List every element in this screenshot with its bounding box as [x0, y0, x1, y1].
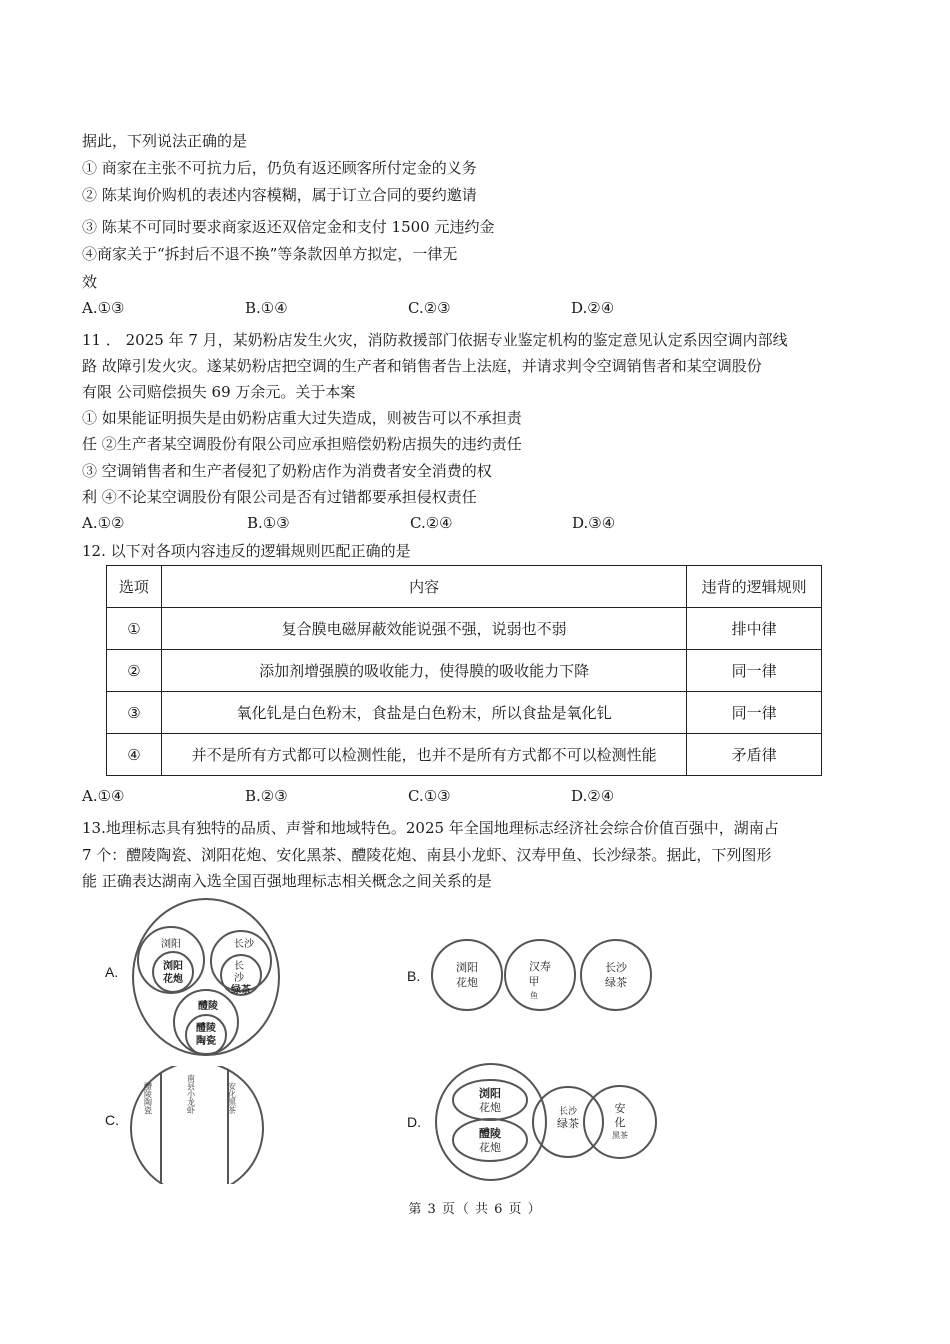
figure-a-venn [128, 898, 284, 1068]
header-cell: 选项 [107, 566, 162, 608]
figD-d2: 化 [614, 1116, 626, 1129]
figure-c-partition [128, 1066, 268, 1184]
q11-stem-2: 路 故障引发火灾。遂某奶粉店把空调的生产者和销售者告上法庭，并请求判令空调销售者和某空调股份 [82, 357, 762, 375]
figB-c2b: 甲 [528, 975, 540, 988]
figD-c1: 长沙 [558, 1107, 578, 1117]
option-d: D.③④ [572, 514, 616, 532]
figB-c3a: 长沙 [605, 961, 627, 974]
table-cell: ④ [107, 734, 162, 776]
figD-c2: 绿茶 [557, 1117, 579, 1130]
table-row [107, 734, 822, 776]
figC-left: 醴陵陶瓷 [143, 1082, 153, 1114]
figB-c2c: 鱼 [530, 991, 538, 1000]
option-d: D.②④ [571, 787, 615, 805]
option-a: A.①② [82, 514, 125, 532]
table-cell: ③ [107, 692, 162, 734]
figD-b1: 醴陵 [479, 1127, 501, 1140]
option-b: B.①④ [245, 299, 288, 317]
q11-statement-2: 任 ②生产者某空调股份有限公司应承担赔偿奶粉店损失的违约责任 [82, 435, 522, 453]
figC-mid: 南县小龙虾 [186, 1074, 196, 1114]
header-cell: 违背的逻辑规则 [687, 566, 822, 608]
figure-b-label: B. [407, 968, 421, 984]
figB-c3b: 绿茶 [605, 976, 627, 989]
q10-statement-2: ② 陈某询价购机的表述内容模糊，属于订立合同的要约邀请 [82, 186, 477, 204]
figA-liling: 醴陵 [198, 1001, 218, 1012]
table-cell: ② [107, 650, 162, 692]
option-c: C.②③ [408, 299, 451, 317]
table-cell: 同一律 [687, 650, 822, 692]
table-cell: 复合膜电磁屏蔽效能说强不强，说弱也不弱 [161, 608, 686, 650]
table-cell: 添加剂增强膜的吸收能力，使得膜的吸收能力下降 [161, 650, 686, 692]
option-c: C.②④ [410, 514, 453, 532]
table-cell: ① [107, 608, 162, 650]
figD-b2: 花炮 [479, 1141, 501, 1154]
q10-statement-4: ④商家关于“拆封后不退不换”等条款因单方拟定，一律无 [82, 245, 458, 263]
table-row [107, 608, 822, 650]
option-a: A.①③ [82, 299, 125, 317]
figA-lltc-2: 陶瓷 [196, 1036, 216, 1047]
table-cell: 并不是所有方式都可以检测性能，也并不是所有方式都不可以检测性能 [161, 734, 686, 776]
figA-cslc-3: 绿茶 [231, 985, 251, 996]
figure-d-label: D. [407, 1114, 421, 1130]
q11-statement-3: ③ 空调销售者和生产者侵犯了奶粉店作为消费者安全消费的权 [82, 462, 492, 480]
option-a: A.①④ [82, 787, 125, 805]
option-b: B.②③ [245, 787, 288, 805]
q12-stem: 12. 以下对各项内容违反的逻辑规则匹配正确的是 [82, 542, 411, 560]
figB-c1a: 浏阳 [456, 961, 478, 974]
table-row [107, 650, 822, 692]
header-cell: 内容 [161, 566, 686, 608]
figA-lltc-1: 醴陵 [196, 1023, 216, 1034]
figA-lyhp-2: 花炮 [163, 974, 183, 985]
figD-d3: 黑茶 [612, 1131, 628, 1140]
table-cell: 氧化钆是白色粉末，食盐是白色粉末，所以食盐是氧化钆 [161, 692, 686, 734]
figA-cslc-1: 长 [234, 961, 244, 972]
q10-statement-1: ① 商家在主张不可抗力后，仍负有返还顾客所付定金的义务 [82, 159, 477, 177]
q11-stem-3: 有限 公司赔偿损失 69 万余元。关于本案 [82, 383, 356, 401]
figB-c2a: 汉寿 [529, 960, 551, 973]
option-c: C.①③ [408, 787, 451, 805]
figC-right: 安化黑茶 [227, 1082, 237, 1114]
figA-cslc-2: 沙 [234, 973, 244, 984]
q10-statement-4-cont: 效 [82, 273, 98, 291]
figA-liuyang: 浏阳 [161, 939, 181, 950]
figure-b-circles [428, 935, 664, 1015]
option-b: B.①③ [247, 514, 290, 532]
table-cell: 排中律 [687, 608, 822, 650]
figB-c1b: 花炮 [456, 976, 478, 989]
table-header-row [107, 566, 822, 608]
q11-stem-1: 11 ． 2025 年 7 月，某奶粉店发生火灾，消防救援部门依据专业鉴定机构的鉴定意见认定系因空调内部线 [82, 331, 788, 349]
page-footer: 第 3 页（ 共 6 页 ） [408, 1202, 542, 1217]
figure-a-label: A. [105, 964, 119, 980]
q10-statement-3: ③ 陈某不可同时要求商家返还双倍定金和支付 1500 元违约金 [82, 218, 495, 236]
q13-stem-3: 能 正确表达湖南入选全国百强地理标志相关概念之间关系的是 [82, 872, 492, 890]
figA-lyhp-1: 浏阳 [163, 961, 183, 972]
figA-changsha: 长沙 [234, 939, 254, 950]
q11-statement-1: ① 如果能证明损失是由奶粉店重大过失造成，则被告可以不承担责 [82, 409, 522, 427]
figD-a1: 浏阳 [479, 1087, 501, 1100]
figD-a2: 花炮 [479, 1101, 501, 1114]
logic-rule-table [106, 565, 822, 776]
table-cell: 同一律 [687, 692, 822, 734]
figD-d1: 安 [614, 1102, 626, 1115]
q13-stem-2: 7 个：醴陵陶瓷、浏阳花炮、安化黑茶、醴陵花炮、南县小龙虾、汉寿甲鱼、长沙绿茶。据此，下列图形 [82, 846, 772, 864]
option-d: D.②④ [571, 299, 615, 317]
q11-statement-4: 利 ④不论某空调股份有限公司是否有过错都要承担侵权责任 [82, 488, 477, 506]
figure-d-venn [430, 1060, 660, 1184]
q13-stem-1: 13.地理标志具有独特的品质、声誉和地域特色。2025 年全国地理标志经济社会综合价值百强中，湖南占 [82, 819, 779, 837]
table-row [107, 692, 822, 734]
q10-lead: 据此，下列说法正确的是 [82, 132, 248, 150]
figure-c-label: C. [105, 1112, 119, 1128]
table-cell: 矛盾律 [687, 734, 822, 776]
